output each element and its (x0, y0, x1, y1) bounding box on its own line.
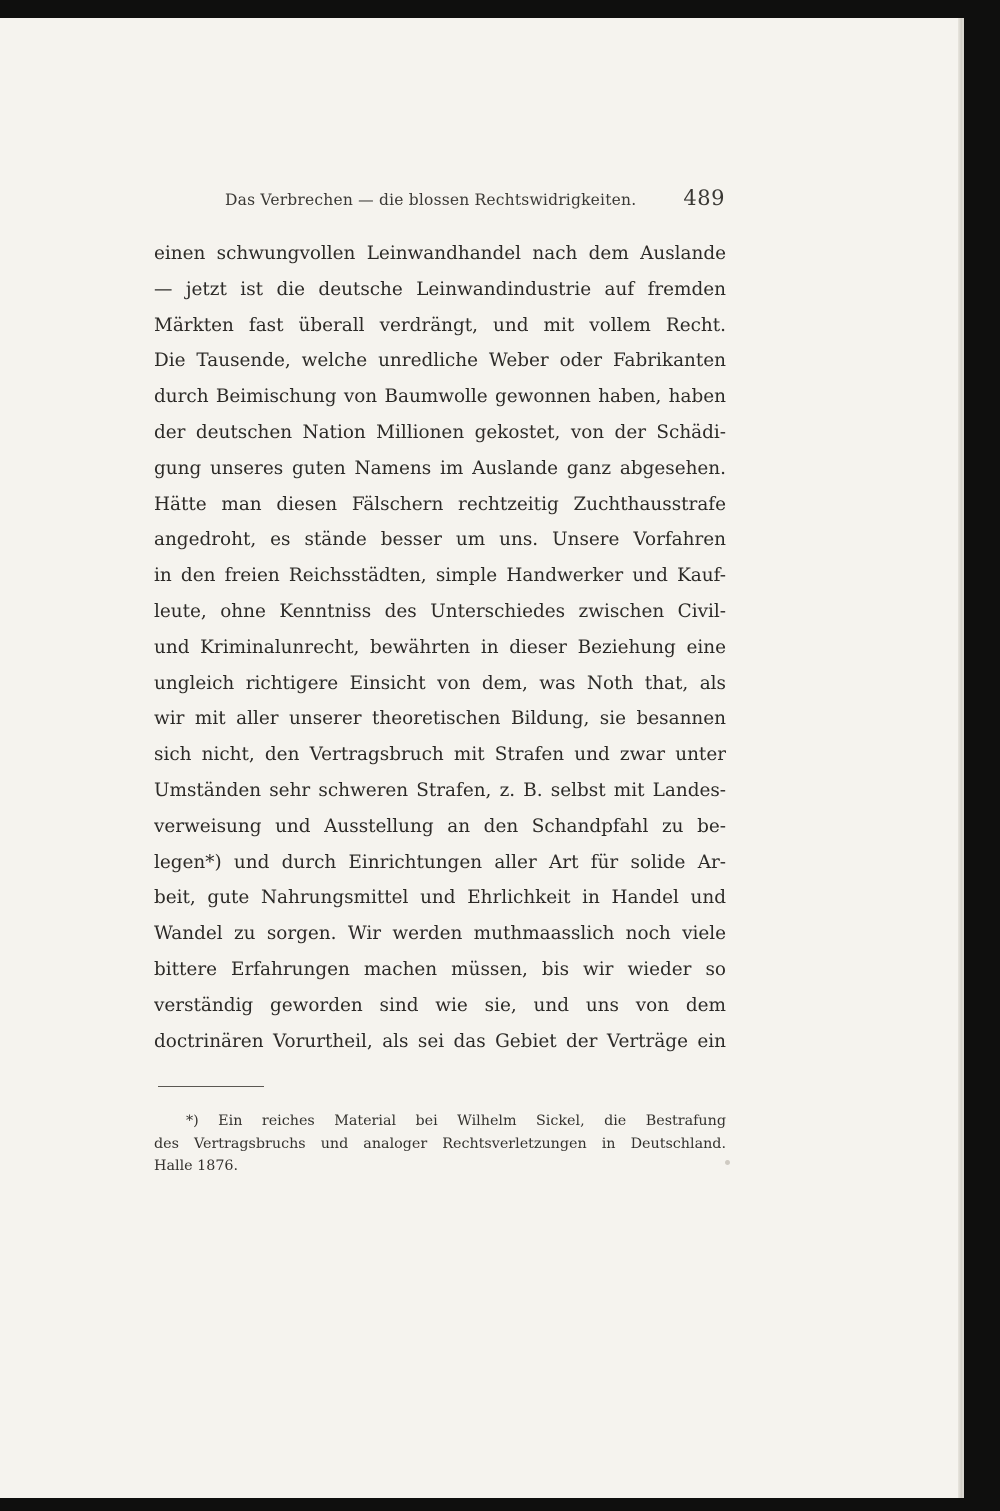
body-text (154, 236, 726, 1059)
footnote-line: Halle 1876. (154, 1158, 239, 1174)
footnote-line: des Vertragsbruchs und analoger Rechtsverletzungen in Deutschland. (154, 1135, 726, 1152)
text-line: leute, ohne Kenntniss des Unterschiedes zwischen Civil- (154, 600, 726, 622)
footnote (154, 1110, 726, 1178)
text-line: wir mit aller unserer theoretischen Bildung, sie besannen (154, 708, 726, 730)
text-line: Märkten fast überall verdrängt, und mit vollem Recht. (154, 314, 726, 336)
paper-speck (725, 1160, 730, 1165)
text-line: Die Tausende, welche unredliche Weber oder Fabrikanten (154, 350, 726, 372)
text-line: — jetzt ist die deutsche Leinwandindustrie auf fremden (154, 278, 726, 300)
text-line: einen schwungvollen Leinwandhandel nach dem Auslande (154, 243, 726, 264)
text-line: gung unseres guten Namens im Auslande ganz abgesehen. (154, 457, 726, 479)
text-line: der deutschen Nation Millionen gekostet, von der Schädi- (154, 421, 726, 443)
text-line: bittere Erfahrungen machen müssen, bis wir wieder so (154, 958, 726, 980)
text-line: Wandel zu sorgen. Wir werden muthmaasslich noch viele (154, 923, 726, 945)
text-line: und Kriminalunrecht, bewährten in dieser Beziehung eine (154, 636, 726, 658)
text-line: Umständen sehr schweren Strafen, z. B. selbst mit Landes- (154, 779, 726, 801)
text-line: legen*) und durch Einrichtungen aller Art für solide Ar- (154, 851, 726, 873)
page-edge (958, 18, 962, 1498)
running-title: Das Verbrechen — die blossen Rechtswidrigkeiten. (225, 191, 637, 209)
text-line: ungleich richtigere Einsicht von dem, was Noth that, als (154, 672, 726, 694)
text-line: Hätte man diesen Fälschern rechtzeitig Zuchthausstrafe (154, 493, 726, 515)
text-line: verweisung und Ausstellung an den Schandpfahl zu be- (154, 815, 726, 837)
text-line: durch Beimischung von Baumwolle gewonnen haben, haben (154, 386, 726, 408)
text-line: doctrinären Vorurtheil, als sei das Gebiet der Verträge ein (154, 1030, 726, 1052)
text-line: angedroht, es stände besser um uns. Unsere Vorfahren (154, 529, 726, 551)
text-line: sich nicht, den Vertragsbruch mit Strafen und zwar unter (154, 744, 726, 766)
page-number: 489 (683, 186, 725, 210)
footnote-rule (158, 1086, 264, 1087)
text-line: beit, gute Nahrungsmittel und Ehrlichkeit in Handel und (154, 887, 726, 909)
text-line: verständig geworden sind wie sie, und uns von dem (154, 994, 726, 1016)
text-line: in den freien Reichsstädten, simple Handwerker und Kauf- (154, 565, 726, 587)
footnote-line: *) Ein reiches Material bei Wilhelm Sickel, die Bestrafung (186, 1113, 726, 1129)
running-head (225, 183, 725, 219)
